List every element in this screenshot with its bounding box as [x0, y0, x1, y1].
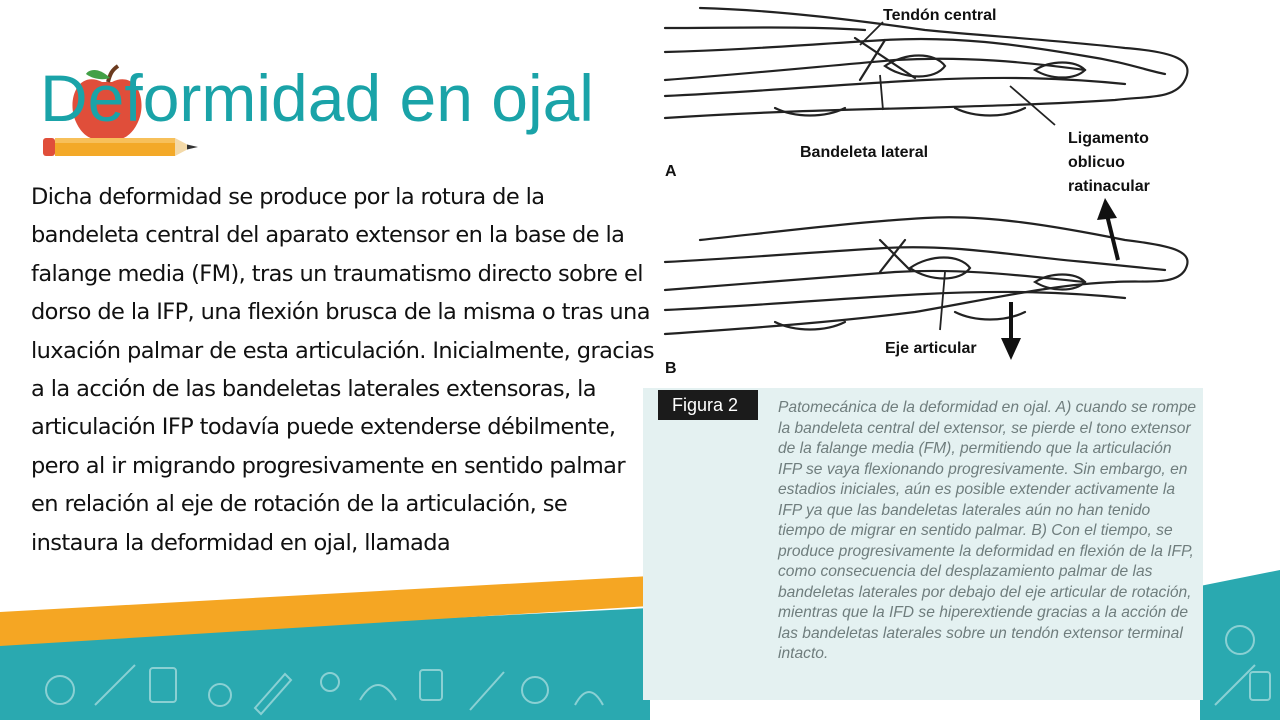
- teal-band-right: [1200, 570, 1280, 720]
- label-eje-articular: Eje articular: [885, 340, 977, 357]
- figure-caption-box: [643, 388, 1203, 700]
- panel-a-drawing: [665, 8, 1188, 118]
- label-bandeleta-lateral: Bandeleta lateral: [800, 144, 929, 161]
- eje-articular-leader: [940, 272, 945, 330]
- slide-title: Deformidad en ojal: [40, 61, 594, 135]
- slide-body-text: Dicha deformidad se produce por la rotura de la bandeleta central del aparato extensor en la base de la falange media (FM), tras un traumatismo directo sobre el dorso de la IFP, una flexión brusca de la misma o tras una luxación palmar de esta articulación. Inicialmente, gracias a la acción de las bandeletas laterales extensoras, la articulación IFP todavía puede extenderse débilmente, pero al ir migrando progresivamente en sentido palmar en relación al eje de rotación de la articulación, se instaura la deformidad en ojal, llamada: [31, 184, 655, 556]
- finger-anatomy-illustration: [655, 0, 1205, 385]
- panel-b-drawing: [665, 217, 1188, 334]
- figure-tag: Figura 2: [658, 390, 758, 420]
- panel-a-letter: A: [665, 163, 677, 180]
- label-oblicuo: oblicuo: [1068, 154, 1125, 171]
- figure-caption-text: Patomecánica de la deformidad en ojal. A) cuando se rompe la bandeleta central del extensor, se pierde el tono extensor de la falange media (FM), permitiendo que la articulación IFP se vaya flexionando progresivamente. Sin embargo, en estadios iniciales, aún es posible extender activamente la IFP ya que las bandeletas laterales aún no han tenido tiempo de migrar en sentido palmar. B) Con el tiempo, se produce progresivamente la deformidad en flexión de la IFP, como consecuencia del desplazamiento palmar de las bandeletas laterales por debajo del eje articular de rotación, mientras que la IFD se hiperextiende gracias a la acción de las bandeletas laterales sobre un tendón extensor terminal intacto.: [778, 399, 1197, 662]
- label-ligamento: Ligamento: [1068, 130, 1149, 147]
- panel-b-letter: B: [665, 360, 677, 377]
- label-tendon-central: Tendón central: [883, 7, 997, 24]
- label-retinacular: ratinacular: [1068, 178, 1150, 195]
